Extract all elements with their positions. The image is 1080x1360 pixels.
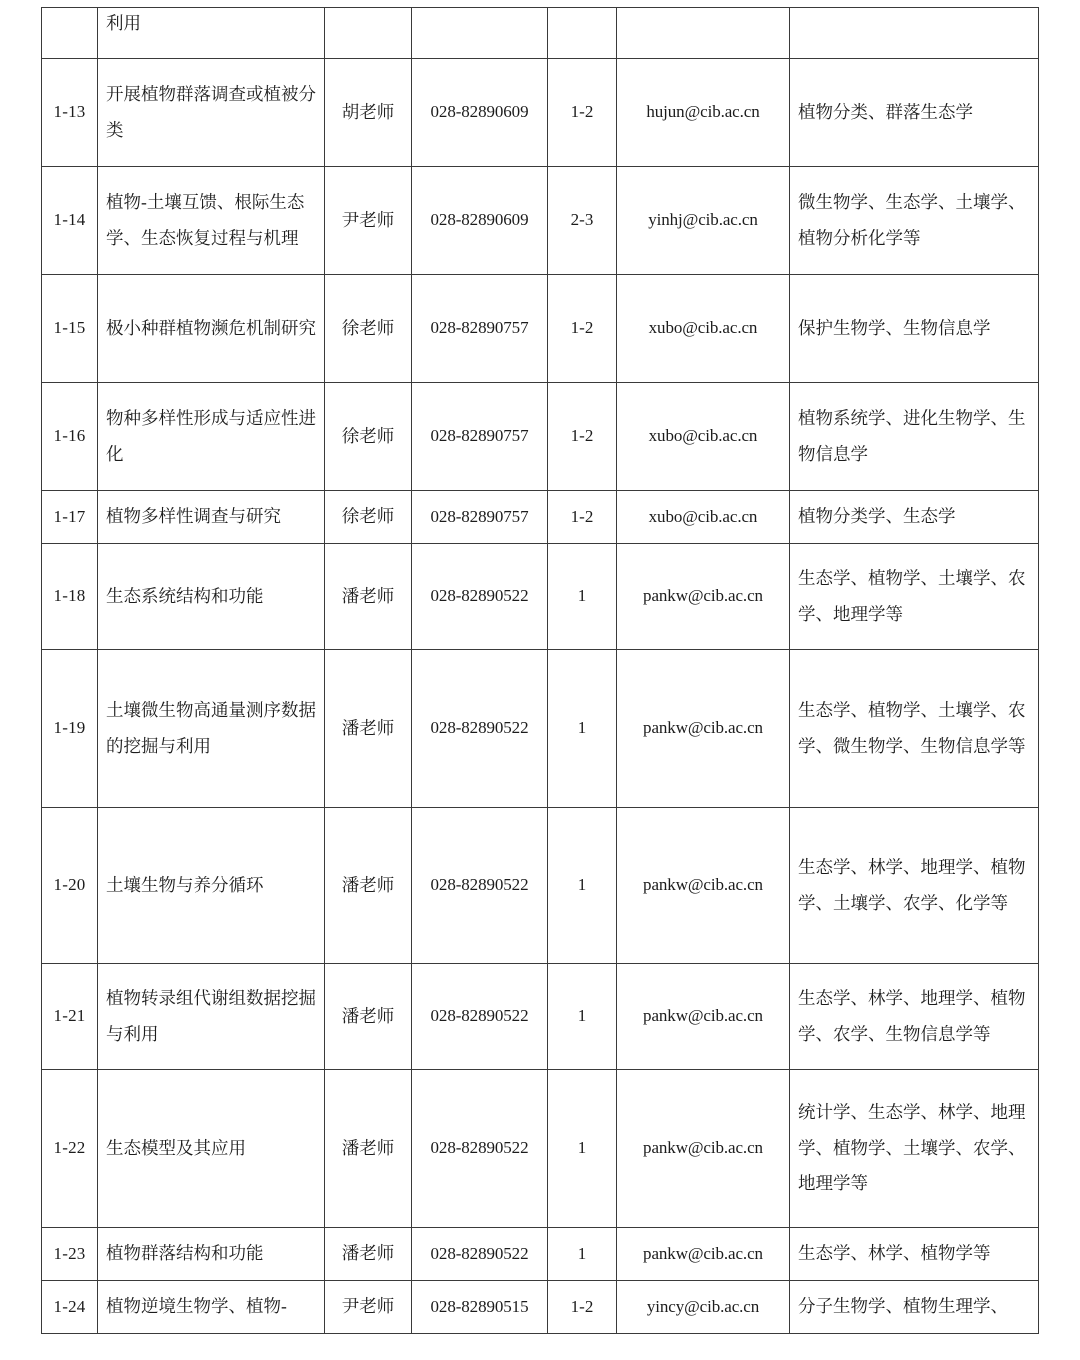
research-directions-table — [41, 7, 1039, 1334]
cell-teacher: 潘老师 — [325, 808, 412, 964]
cell-teacher: 尹老师 — [325, 167, 412, 275]
table-row-partial — [42, 8, 1039, 59]
cell-major: 植物分类学、生态学 — [790, 491, 1039, 544]
cell-phone: 028-82890757 — [412, 275, 548, 383]
cell-phone: 028-82890609 — [412, 59, 548, 167]
cell-email: yinhj@cib.ac.cn — [617, 167, 790, 275]
cell-direction: 利用 — [98, 8, 325, 59]
cell-phone: 028-82890522 — [412, 544, 548, 650]
cell-major: 植物分类、群落生态学 — [790, 59, 1039, 167]
cell-phone: 028-82890522 — [412, 1070, 548, 1228]
cell-direction: 植物逆境生物学、植物- — [98, 1281, 325, 1334]
cell-no: 1-23 — [42, 1228, 98, 1281]
cell-major: 生态学、植物学、土壤学、农学、微生物学、生物信息学等 — [790, 650, 1039, 808]
cell-no: 1-21 — [42, 964, 98, 1070]
cell-phone — [412, 8, 548, 59]
table-row — [42, 167, 1039, 275]
cell-count: 1 — [548, 964, 617, 1070]
cell-direction: 植物多样性调查与研究 — [98, 491, 325, 544]
cell-count: 2-3 — [548, 167, 617, 275]
cell-teacher: 尹老师 — [325, 1281, 412, 1334]
cell-teacher: 潘老师 — [325, 650, 412, 808]
cell-major: 生态学、植物学、土壤学、农学、地理学等 — [790, 544, 1039, 650]
cell-teacher — [325, 8, 412, 59]
cell-no: 1-19 — [42, 650, 98, 808]
cell-no: 1-14 — [42, 167, 98, 275]
cell-direction: 土壤微生物高通量测序数据的挖掘与利用 — [98, 650, 325, 808]
cell-phone: 028-82890522 — [412, 808, 548, 964]
cell-email: hujun@cib.ac.cn — [617, 59, 790, 167]
cell-email: pankw@cib.ac.cn — [617, 808, 790, 964]
cell-teacher: 潘老师 — [325, 964, 412, 1070]
cell-teacher: 潘老师 — [325, 1070, 412, 1228]
cell-no: 1-24 — [42, 1281, 98, 1334]
cell-teacher: 徐老师 — [325, 383, 412, 491]
cell-email: pankw@cib.ac.cn — [617, 1070, 790, 1228]
cell-no: 1-17 — [42, 491, 98, 544]
cell-phone: 028-82890515 — [412, 1281, 548, 1334]
cell-count: 1-2 — [548, 1281, 617, 1334]
cell-direction: 植物转录组代谢组数据挖掘与利用 — [98, 964, 325, 1070]
table-row — [42, 1281, 1039, 1334]
cell-phone: 028-82890757 — [412, 383, 548, 491]
table-row — [42, 1228, 1039, 1281]
cell-count: 1 — [548, 1070, 617, 1228]
cell-teacher: 徐老师 — [325, 491, 412, 544]
cell-no: 1-13 — [42, 59, 98, 167]
table-row — [42, 650, 1039, 808]
cell-count: 1 — [548, 1228, 617, 1281]
cell-count: 1 — [548, 650, 617, 808]
cell-teacher: 徐老师 — [325, 275, 412, 383]
cell-major: 生态学、林学、地理学、植物学、农学、生物信息学等 — [790, 964, 1039, 1070]
cell-major: 统计学、生态学、林学、地理学、植物学、土壤学、农学、地理学等 — [790, 1070, 1039, 1228]
table-row — [42, 808, 1039, 964]
cell-direction: 生态系统结构和功能 — [98, 544, 325, 650]
cell-no: 1-15 — [42, 275, 98, 383]
table-row — [42, 964, 1039, 1070]
table-row — [42, 1070, 1039, 1228]
cell-direction: 极小种群植物濒危机制研究 — [98, 275, 325, 383]
cell-no: 1-16 — [42, 383, 98, 491]
cell-email: pankw@cib.ac.cn — [617, 964, 790, 1070]
cell-direction: 开展植物群落调查或植被分类 — [98, 59, 325, 167]
table-row — [42, 59, 1039, 167]
cell-email — [617, 8, 790, 59]
cell-no: 1-20 — [42, 808, 98, 964]
cell-email: xubo@cib.ac.cn — [617, 383, 790, 491]
cell-email: pankw@cib.ac.cn — [617, 1228, 790, 1281]
cell-no: 1-18 — [42, 544, 98, 650]
table-row — [42, 383, 1039, 491]
cell-email: yincy@cib.ac.cn — [617, 1281, 790, 1334]
table-row — [42, 544, 1039, 650]
cell-phone: 028-82890522 — [412, 964, 548, 1070]
cell-major: 分子生物学、植物生理学、 — [790, 1281, 1039, 1334]
cell-phone: 028-82890757 — [412, 491, 548, 544]
cell-teacher: 潘老师 — [325, 544, 412, 650]
cell-phone: 028-82890522 — [412, 650, 548, 808]
cell-count — [548, 8, 617, 59]
cell-major: 植物系统学、进化生物学、生物信息学 — [790, 383, 1039, 491]
cell-email: xubo@cib.ac.cn — [617, 275, 790, 383]
cell-count: 1-2 — [548, 383, 617, 491]
cell-major: 微生物学、生态学、土壤学、植物分析化学等 — [790, 167, 1039, 275]
cell-direction: 物种多样性形成与适应性进化 — [98, 383, 325, 491]
cell-no — [42, 8, 98, 59]
cell-phone: 028-82890609 — [412, 167, 548, 275]
cell-email: xubo@cib.ac.cn — [617, 491, 790, 544]
cell-major: 保护生物学、生物信息学 — [790, 275, 1039, 383]
cell-direction: 土壤生物与养分循环 — [98, 808, 325, 964]
cell-major: 生态学、林学、地理学、植物学、土壤学、农学、化学等 — [790, 808, 1039, 964]
cell-direction: 植物-土壤互馈、根际生态学、生态恢复过程与机理 — [98, 167, 325, 275]
cell-direction: 植物群落结构和功能 — [98, 1228, 325, 1281]
table-row — [42, 491, 1039, 544]
table-row — [42, 275, 1039, 383]
cell-teacher: 潘老师 — [325, 1228, 412, 1281]
cell-teacher: 胡老师 — [325, 59, 412, 167]
cell-email: pankw@cib.ac.cn — [617, 650, 790, 808]
cell-count: 1-2 — [548, 59, 617, 167]
cell-direction: 生态模型及其应用 — [98, 1070, 325, 1228]
cell-count: 1 — [548, 808, 617, 964]
cell-major — [790, 8, 1039, 59]
cell-count: 1-2 — [548, 275, 617, 383]
cell-no: 1-22 — [42, 1070, 98, 1228]
cell-email: pankw@cib.ac.cn — [617, 544, 790, 650]
cell-count: 1 — [548, 544, 617, 650]
cell-phone: 028-82890522 — [412, 1228, 548, 1281]
cell-count: 1-2 — [548, 491, 617, 544]
cell-major: 生态学、林学、植物学等 — [790, 1228, 1039, 1281]
